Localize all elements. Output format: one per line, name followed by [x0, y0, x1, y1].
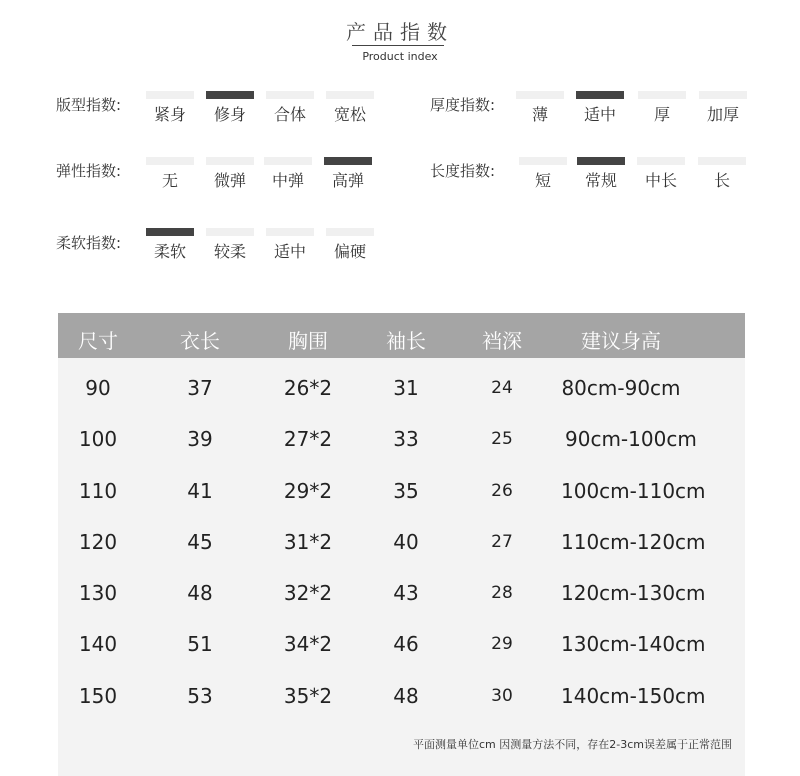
softness-option-3-bar	[266, 228, 314, 236]
fit-option-4-bar	[326, 91, 374, 99]
table-cell: 45	[187, 530, 213, 554]
thickness-option-2-bar	[576, 91, 624, 99]
softness-option-3-label: 适中	[273, 242, 306, 261]
softness-index-label: 柔软指数:	[56, 234, 122, 252]
table-cell: 120cm-130cm	[561, 581, 706, 605]
fit-option-3-bar	[266, 91, 314, 99]
elasticity-option-2-bar	[206, 157, 254, 165]
softness-option-2-label: 较柔	[213, 242, 246, 261]
softness-option-4-label: 偏硬	[333, 242, 366, 261]
table-cell: 26*2	[283, 376, 333, 400]
table-cell: 40	[393, 530, 419, 554]
table-cell: 80cm-90cm	[561, 376, 681, 400]
length-option-1-bar	[519, 157, 567, 165]
page-title: 产品指数	[346, 20, 454, 44]
length-option-2	[577, 157, 625, 193]
thickness-option-1-bar	[516, 91, 564, 99]
elasticity-option-3	[264, 157, 312, 193]
table-cell: 140	[78, 632, 118, 656]
table-cell: 43	[393, 581, 419, 605]
length-option-2-label: 常规	[584, 171, 617, 190]
elasticity-option-4	[324, 157, 372, 193]
table-cell: 26	[491, 481, 513, 501]
fit-option-4	[326, 91, 374, 127]
table-cell: 90cm-100cm	[565, 427, 697, 451]
thickness-index-label: 厚度指数:	[430, 96, 496, 114]
measurement-note: 平面测量单位cm 因测量方法不同，存在2-3cm误差属于正常范围	[413, 738, 732, 751]
thickness-option-1-label: 薄	[531, 105, 548, 124]
elasticity-option-4-label: 高弹	[331, 171, 364, 190]
elasticity-option-1	[146, 157, 194, 193]
softness-option-1	[146, 228, 194, 264]
table-cell: 130	[78, 581, 118, 605]
length-option-1-label: 短	[534, 171, 551, 190]
table-cell: 48	[187, 581, 213, 605]
length-option-3-bar	[637, 157, 685, 165]
table-cell: 27*2	[283, 427, 333, 451]
table-cell: 29	[491, 634, 513, 654]
length-option-2-bar	[577, 157, 625, 165]
table-cell: 28	[491, 583, 513, 603]
table-cell: 140cm-150cm	[561, 684, 706, 708]
table-cell: 24	[491, 378, 513, 398]
thickness-option-1	[516, 91, 564, 127]
softness-option-4	[326, 228, 374, 264]
table-cell: 110	[78, 479, 118, 503]
softness-option-2	[206, 228, 254, 264]
length-option-1	[519, 157, 567, 193]
table-cell: 31	[393, 376, 419, 400]
fit-option-1-bar	[146, 91, 194, 99]
table-cell: 150	[78, 684, 118, 708]
table-cell: 53	[187, 684, 213, 708]
fit-option-2-bar	[206, 91, 254, 99]
table-cell: 29*2	[283, 479, 333, 503]
elasticity-index-label: 弹性指数:	[56, 162, 122, 180]
thickness-option-4	[699, 91, 747, 127]
elasticity-option-3-label: 中弹	[271, 171, 304, 190]
header-sleeve: 袖长	[386, 329, 426, 353]
table-cell: 41	[187, 479, 213, 503]
table-cell: 37	[187, 376, 213, 400]
table-cell: 39	[187, 427, 213, 451]
table-cell: 46	[393, 632, 419, 656]
table-cell: 31*2	[283, 530, 333, 554]
title-divider	[352, 45, 444, 46]
elasticity-option-4-bar	[324, 157, 372, 165]
table-cell: 33	[393, 427, 419, 451]
header-height: 建议身高	[581, 329, 661, 353]
table-cell: 100	[78, 427, 118, 451]
thickness-option-2-label: 适中	[583, 105, 616, 124]
thickness-option-3	[638, 91, 686, 127]
softness-option-4-bar	[326, 228, 374, 236]
header-chest: 胸围	[288, 329, 328, 353]
length-index-label: 长度指数:	[430, 162, 496, 180]
elasticity-option-2	[206, 157, 254, 193]
fit-option-3-label: 合体	[273, 105, 306, 124]
fit-option-2	[206, 91, 254, 127]
softness-option-2-bar	[206, 228, 254, 236]
table-cell: 48	[393, 684, 419, 708]
length-option-4-label: 长	[713, 171, 730, 190]
table-cell: 27	[491, 532, 513, 552]
thickness-option-2	[576, 91, 624, 127]
table-cell: 35	[393, 479, 419, 503]
table-cell: 51	[187, 632, 213, 656]
table-cell: 120	[78, 530, 118, 554]
header-size: 尺寸	[78, 329, 118, 353]
softness-option-3	[266, 228, 314, 264]
elasticity-option-3-bar	[264, 157, 312, 165]
table-cell: 25	[491, 429, 513, 449]
thickness-option-3-bar	[638, 91, 686, 99]
header-length: 衣长	[180, 329, 220, 353]
elasticity-option-2-label: 微弹	[213, 171, 246, 190]
length-option-4-bar	[698, 157, 746, 165]
table-cell: 110cm-120cm	[561, 530, 706, 554]
page-subtitle: Product index	[362, 50, 438, 63]
table-cell: 30	[491, 686, 513, 706]
table-cell: 100cm-110cm	[561, 479, 706, 503]
table-cell: 130cm-140cm	[561, 632, 706, 656]
fit-option-1	[146, 91, 194, 127]
elasticity-option-1-label: 无	[161, 171, 178, 190]
thickness-option-3-label: 厚	[653, 105, 670, 124]
header-rise: 裆深	[482, 329, 522, 353]
length-option-3-label: 中长	[644, 171, 677, 190]
size-table-header	[58, 313, 745, 358]
softness-option-1-label: 柔软	[153, 242, 186, 261]
table-cell: 32*2	[283, 581, 333, 605]
length-option-3	[637, 157, 685, 193]
thickness-option-4-label: 加厚	[706, 105, 739, 124]
elasticity-option-1-bar	[146, 157, 194, 165]
fit-option-4-label: 宽松	[333, 105, 366, 124]
length-option-4	[698, 157, 746, 193]
table-cell: 90	[85, 376, 111, 400]
softness-option-1-bar	[146, 228, 194, 236]
fit-option-3	[266, 91, 314, 127]
table-cell: 35*2	[283, 684, 333, 708]
fit-option-1-label: 紧身	[153, 105, 186, 124]
table-cell: 34*2	[283, 632, 333, 656]
fit-option-2-label: 修身	[213, 105, 246, 124]
fit-index-label: 版型指数:	[56, 96, 122, 114]
thickness-option-4-bar	[699, 91, 747, 99]
